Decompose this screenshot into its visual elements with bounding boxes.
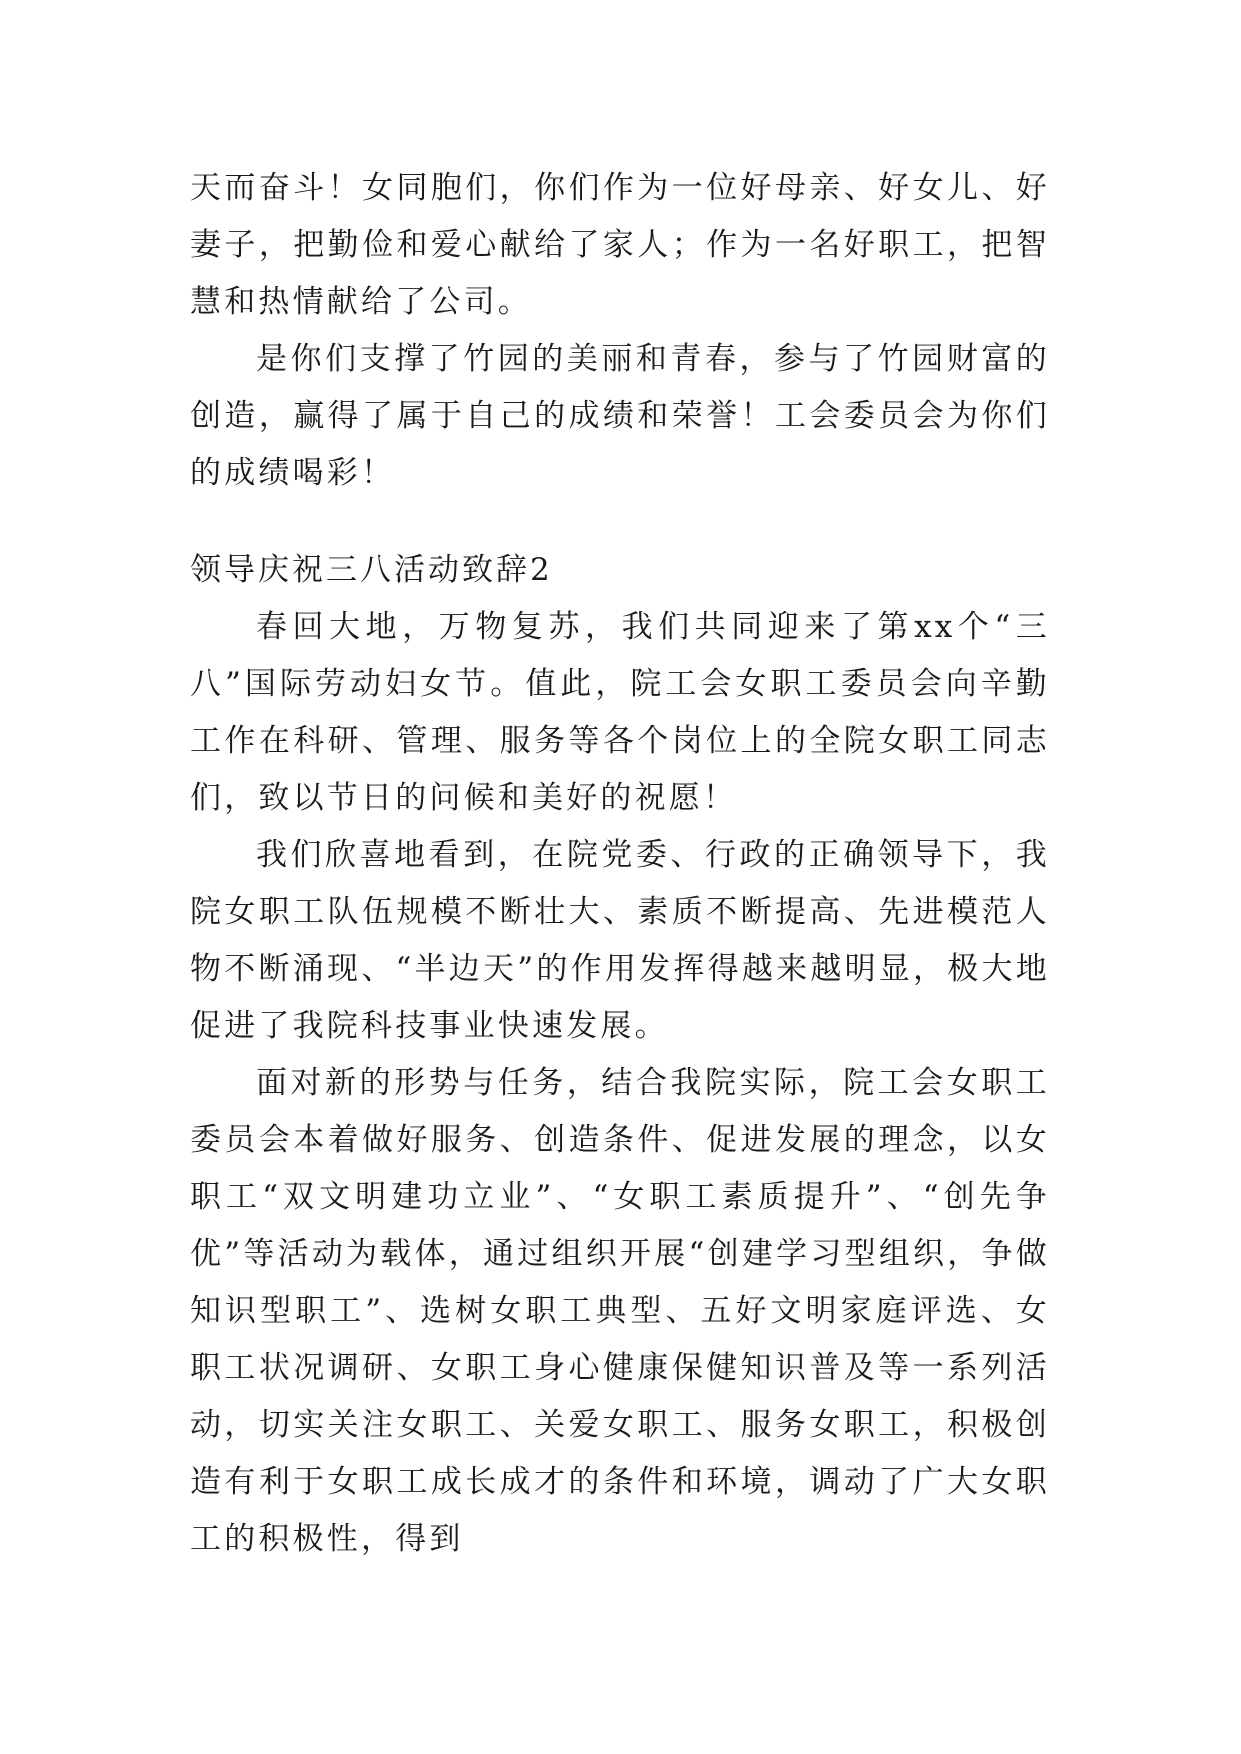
paragraph: 我们欣喜地看到，在院党委、行政的正确领导下，我院女职工队伍规模不断壮大、素质不断提高、先进模范人物不断涌现、“半边天”的作用发挥得越来越明显，极大地促进了我院科技事业快速发展。 [190, 837, 1050, 1044]
paragraph: 是你们支撑了竹园的美丽和青春，参与了竹园财富的创造，赢得了属于自己的成绩和荣誉！工会委员会为你们的成绩喝彩！ [190, 341, 1050, 491]
document-body [190, 160, 1050, 1568]
paragraph-continued: 天而奋斗！女同胞们，你们作为一位好母亲、好女儿、好妻子，把勤俭和爱心献给了家人；作为一名好职工，把智慧和热情献给了公司。 [190, 170, 1050, 320]
section-title: 领导庆祝三八活动致辞2 [190, 552, 553, 588]
paragraph: 春回大地，万物复苏，我们共同迎来了第xx个“三八”国际劳动妇女节。值此，院工会女职工委员会向辛勤工作在科研、管理、服务等各个岗位上的全院女职工同志们，致以节日的问候和美好的祝愿！ [190, 609, 1050, 816]
paragraph: 面对新的形势与任务，结合我院实际，院工会女职工委员会本着做好服务、创造条件、促进发展的理念，以女职工“双文明建功立业”、“女职工素质提升”、“创先争优”等活动为载体，通过组织开展“创建学习型组织，争做知识型职工”、选树女职工典型、五好文明家庭评选、女职工状况调研、女职工身心健康保健知识普及等一系列活动，切实关注女职工、关爱女职工、服务女职工，积极创造有利于女职工成长成才的条件和环境，调动了广大女职工的积极性，得到 [190, 1065, 1050, 1557]
